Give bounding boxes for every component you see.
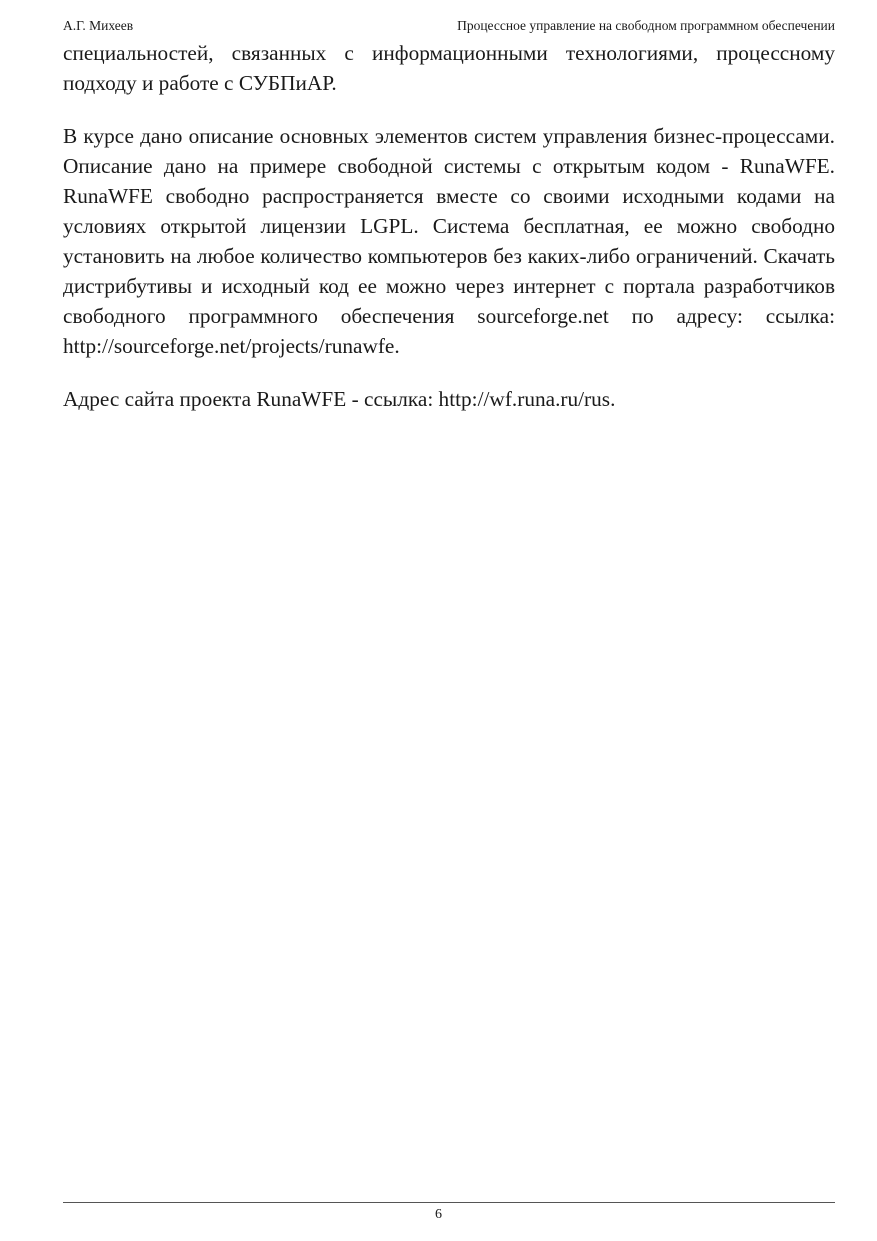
header-author: А.Г. Михеев [63, 18, 134, 33]
page-header [63, 16, 835, 36]
header-title: Процессное управление на свободном программном обеспечении [457, 18, 835, 33]
page-number: 6 [435, 1207, 442, 1222]
footer-divider [63, 1202, 835, 1203]
paragraph-continuation: специальностей, связанных с информационными технологиями, процессному подходу и работе с СУБПиАР. [63, 41, 835, 95]
page-body [63, 38, 835, 414]
paragraph-course-description: В курсе дано описание основных элементов систем управления бизнес-процессами. Описание дано на примере свободной системы с открытым кодом - RunaWFE. RunaWFE свободно распространяется вместе со своими исходными кодами на условиях открытой лицензии LGPL. Система бесплатная, ее можно свободно установить на любое количество компьютеров без каких-либо ограничений. Скачать дистрибутивы и исходный код ее можно через интернет с портала разработчиков свободного программного обеспечения sourceforge.net по адресу: ссылка: http://sourceforge.net/projects/runawfe. [63, 124, 835, 358]
paragraph-project-site: Адрес сайта проекта RunaWFE - ссылка: http://wf.runa.ru/rus. [63, 387, 616, 411]
